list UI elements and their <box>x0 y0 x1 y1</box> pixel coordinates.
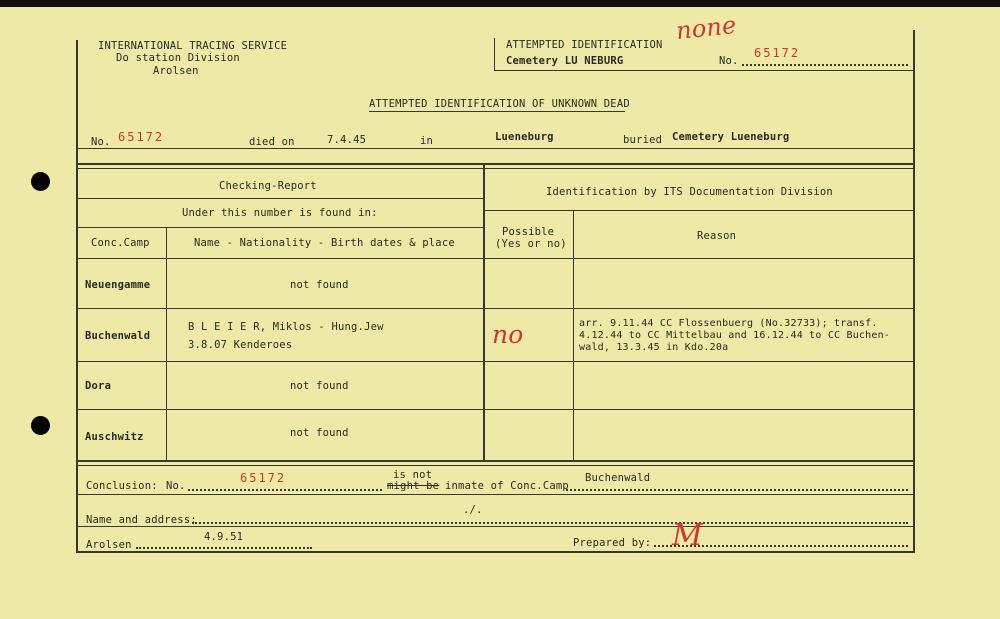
checking-report-header: Checking-Report <box>219 180 317 192</box>
found-in-header: Under this number is found in: <box>182 207 378 219</box>
identification-header: Identification by ITS Documentation Division <box>546 186 833 198</box>
burial-place: Cemetery Lueneburg <box>672 131 790 143</box>
table-bottom-border-inner <box>76 465 915 466</box>
col-header-possible: Possible <box>502 226 555 238</box>
row3-camp: Dora <box>85 380 112 392</box>
conclusion-is-not: is not <box>393 469 433 481</box>
punch-hole-bottom <box>31 416 50 435</box>
conclusion-inmate-text: inmate of Conc.Camp <box>445 480 569 492</box>
grid-h1-left <box>76 198 484 199</box>
col-header-name: Name - Nationality - Birth dates & place <box>194 237 455 249</box>
frame-left <box>76 40 78 553</box>
box-no-dots <box>742 64 908 66</box>
grid-h1-right <box>483 210 915 211</box>
table-bottom-border <box>76 460 915 462</box>
grid-h-row4 <box>76 409 915 410</box>
row2-reason-line1: arr. 9.11.44 CC Flossenbuerg (No.32733); transf. <box>579 318 878 329</box>
prepared-by-label: Prepared by: <box>573 537 652 549</box>
frame-bottom <box>76 551 915 553</box>
box-title: ATTEMPTED IDENTIFICATION <box>506 39 663 51</box>
footer-place: Arolsen <box>86 539 132 551</box>
prepared-by-initial: M <box>672 518 703 553</box>
punch-hole-top <box>31 172 50 191</box>
frame-right <box>913 30 915 553</box>
box-bottom-edge <box>494 70 915 71</box>
box-no-label: No. <box>719 55 739 67</box>
name-address-divider <box>76 526 915 527</box>
conclusion-no-value: 65172 <box>240 471 287 485</box>
record-underline <box>76 148 915 149</box>
row2-camp: Buchenwald <box>85 330 151 342</box>
conclusion-camp: Buchenwald <box>585 472 651 484</box>
record-no-label: No. <box>91 136 111 148</box>
box-cemetery: Cemetery LU NEBURG <box>506 55 624 67</box>
in-label: in <box>420 135 434 147</box>
col-header-camp: Conc.Camp <box>91 237 150 249</box>
grid-v-possible <box>573 210 574 461</box>
table-top-border-inner <box>76 168 915 169</box>
row2-possible: no <box>492 320 524 349</box>
col-header-reason: Reason <box>697 230 737 242</box>
grid-h2-left <box>76 227 484 228</box>
row2-reason-line2: 4.12.44 to CC Mittelbau and 16.12.44 to CC Buchen- <box>579 330 891 341</box>
document-title: ATTEMPTED IDENTIFICATION OF UNKNOWN DEAD <box>369 98 630 110</box>
record-no-value: 65172 <box>118 130 165 144</box>
row4-name: not found <box>290 427 349 439</box>
row3-name: not found <box>290 380 349 392</box>
conclusion-no-label: No. <box>166 480 186 492</box>
died-value: 7.4.45 <box>327 134 367 146</box>
grid-v-camp <box>166 227 167 461</box>
org-name: INTERNATIONAL TRACING SERVICE <box>98 40 288 52</box>
row2-reason-line3: wald, 13.3.45 in Kdo.20a <box>579 342 729 353</box>
scan-top-edge <box>0 0 1000 7</box>
buried-label: buried <box>623 134 663 146</box>
org-city: Arolsen <box>153 65 199 77</box>
name-address-dots <box>192 522 908 524</box>
handwritten-none: none <box>674 10 738 46</box>
conclusion-no-dots <box>188 489 382 491</box>
box-left-edge <box>494 38 495 70</box>
name-address-value: ./. <box>463 504 483 516</box>
box-no-value: 65172 <box>754 46 801 60</box>
conclusion-divider <box>76 494 915 495</box>
conclusion-camp-dots <box>566 489 908 491</box>
grid-h-row3 <box>76 361 915 362</box>
row1-name: not found <box>290 279 349 291</box>
col-header-possible-sub: (Yes or no) <box>495 238 567 250</box>
conclusion-struck-text: might be <box>387 480 440 492</box>
footer-date-dots <box>136 547 312 549</box>
footer-date: 4.9.51 <box>204 531 244 543</box>
row2-name-line2: 3.8.07 Kenderoes <box>188 339 293 351</box>
name-address-label: Name and address: <box>86 514 197 526</box>
row1-camp: Neuengamme <box>85 279 151 291</box>
title-underline <box>369 111 625 112</box>
grid-h-row2 <box>76 308 915 309</box>
conclusion-label: Conclusion: <box>86 480 158 492</box>
row4-camp: Auschwitz <box>85 431 144 443</box>
grid-h-row1 <box>76 258 915 259</box>
row2-name-line1: B L E I E R, Miklos - Hung.Jew <box>188 321 384 333</box>
table-top-border <box>76 163 915 165</box>
died-label: died on <box>249 136 295 148</box>
death-place: Lueneburg <box>495 131 554 143</box>
org-division: Do station Division <box>116 52 240 64</box>
